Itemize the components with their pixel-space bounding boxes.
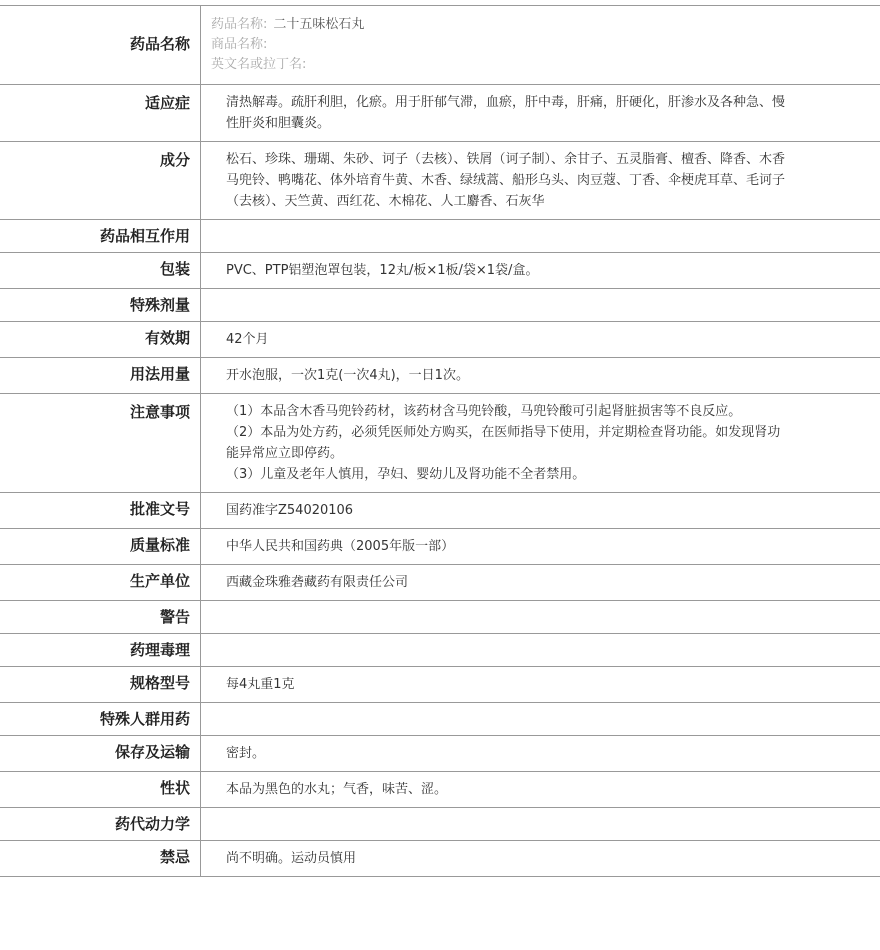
generic-name-value: 二十五味松石丸: [273, 17, 365, 32]
row-label: 药品相互作用: [0, 220, 201, 253]
row-special-populations: [0, 703, 880, 736]
row-label: 药代动力学: [0, 808, 201, 841]
row-ingredients: [0, 142, 880, 220]
row-special-dosage: [0, 289, 880, 322]
row-value: 每4丸重1克: [226, 677, 295, 692]
row-label: 特殊剂量: [0, 289, 201, 322]
row-value: 尚不明确。运动员慎用: [226, 851, 357, 866]
row-approval-number: [0, 493, 880, 529]
row-value: 42个月: [226, 332, 269, 347]
row-label: 特殊人群用药: [0, 703, 201, 736]
row-label: 警告: [0, 601, 201, 634]
row-value: 开水泡服，一次1克(一次4丸)，一日1次。: [226, 368, 469, 383]
latin-name-line: [211, 55, 870, 75]
row-label: 注意事项: [0, 394, 201, 493]
row-value: 中华人民共和国药典（2005年版一部）: [226, 539, 455, 554]
generic-name-line: [211, 15, 870, 35]
row-label: 规格型号: [0, 667, 201, 703]
trade-name-key: 商品名称:: [211, 37, 268, 52]
row-label: 保存及运输: [0, 736, 201, 772]
row-value: 清热解毒。疏肝利胆，化瘀。用于肝郁气滞，血瘀，肝中毒，肝痛，肝硬化，肝渗水及各种急、慢性肝炎和胆囊炎。: [226, 95, 786, 131]
row-manufacturer: [0, 565, 880, 601]
row-appearance: [0, 772, 880, 808]
row-storage: [0, 736, 880, 772]
row-dosage: [0, 358, 880, 394]
row-label: 生产单位: [0, 565, 201, 601]
generic-name-key: 药品名称:: [211, 17, 268, 32]
row-specification: [0, 667, 880, 703]
precaution-line: （1）本品含木香马兜铃药材，该药材含马兜铃酸，马兜铃酸可引起肾脏损害等不良反应。: [226, 404, 742, 419]
row-pharmacology: [0, 634, 880, 667]
row-value: [201, 634, 880, 667]
latin-name-key: 英文名或拉丁名:: [211, 57, 307, 72]
row-label: 药品名称: [0, 6, 201, 85]
row-warning: [0, 601, 880, 634]
row-value: 国药准字Z54020106: [226, 503, 354, 518]
row-label: 质量标准: [0, 529, 201, 565]
row-value: PVC、PTP铝塑泡罩包装，12丸/板×1板/袋×1袋/盒。: [226, 263, 539, 278]
row-quality-standard: [0, 529, 880, 565]
drug-names-cell: [201, 6, 880, 85]
row-interactions: [0, 220, 880, 253]
precaution-line: （2）本品为处方药，必须凭医师处方购买，在医师指导下使用，并定期检查肾功能。如发现肾功能异常应立即停药。: [226, 425, 781, 461]
row-packaging: [0, 253, 880, 289]
row-shelf-life: [0, 322, 880, 358]
row-contraindications: [0, 841, 880, 877]
precaution-line: （3）儿童及老年人慎用，孕妇、婴幼儿及肾功能不全者禁用。: [226, 467, 586, 482]
row-label: 批准文号: [0, 493, 201, 529]
row-label: 用法用量: [0, 358, 201, 394]
drug-info-table: [0, 5, 880, 877]
row-value: [201, 808, 880, 841]
trade-name-line: [211, 35, 870, 55]
row-precautions: [0, 394, 880, 493]
row-label: 禁忌: [0, 841, 201, 877]
row-label: 适应症: [0, 85, 201, 142]
row-value: [201, 703, 880, 736]
drug-info-body: [0, 6, 880, 877]
row-drug-names: [0, 6, 880, 85]
row-label: 药理毒理: [0, 634, 201, 667]
precautions-cell: [201, 394, 880, 493]
row-label: 成分: [0, 142, 201, 220]
row-value: 松石、珍珠、珊瑚、朱砂、诃子（去核）、铁屑（诃子制）、余甘子、五灵脂膏、檀香、降香、木香马兜铃、鸭嘴花、体外培育牛黄、木香、绿绒蒿、船形乌头、肉豆蔻、丁香、伞梗虎耳草、毛诃子（去核）、天竺黄、西红花、木棉花、人工麝香、石灰华: [226, 152, 786, 209]
row-label: 有效期: [0, 322, 201, 358]
row-value: 密封。: [226, 746, 266, 761]
row-indications: [0, 85, 880, 142]
row-value: 本品为黑色的水丸；气香，味苦、涩。: [226, 782, 448, 797]
row-value: [201, 220, 880, 253]
row-value: [201, 289, 880, 322]
row-value: [201, 601, 880, 634]
row-label: 包装: [0, 253, 201, 289]
row-label: 性状: [0, 772, 201, 808]
row-pharmacokinetics: [0, 808, 880, 841]
row-value: 西藏金珠雅砻藏药有限责任公司: [226, 575, 409, 590]
